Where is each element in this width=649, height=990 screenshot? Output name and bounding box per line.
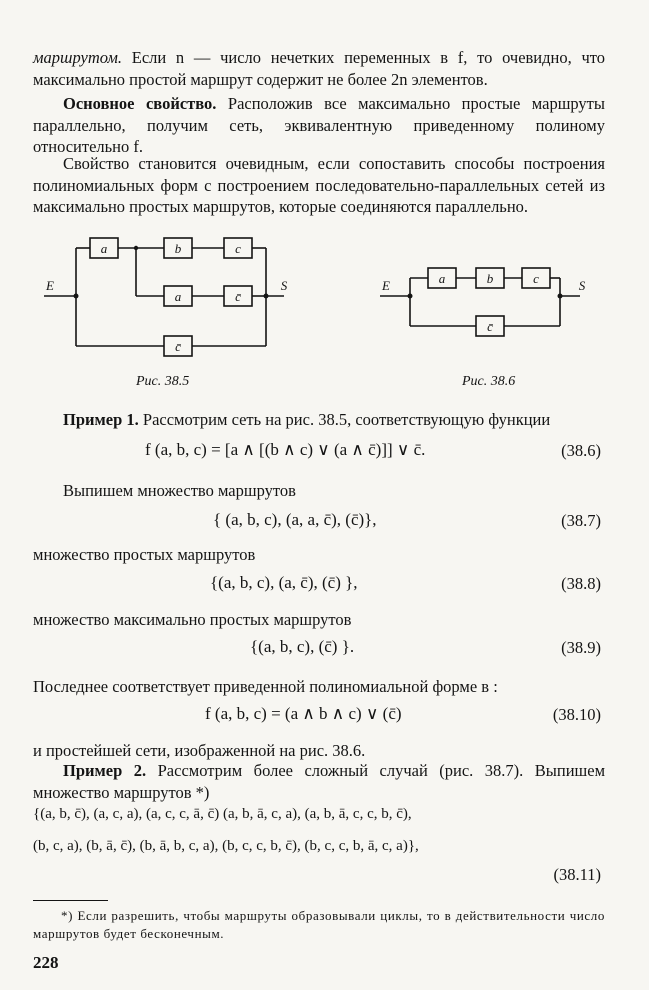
paragraph-property-explained: Свойство становится очевидным, если сопоставить способы построения полиномиальных форм с построением последовательно-параллельных сетей из максимально простых маршрутов, которые соединяются параллельно.: [33, 154, 605, 216]
paragraph-polynomial-form: Последнее соответствует приведенной полиномиальной форме в :: [33, 677, 498, 696]
fig1-block-a: a: [100, 241, 108, 256]
fig2-block-c: c: [533, 271, 539, 286]
equation-38-10: f (a, b, c) = (a ∧ b ∧ c) ∨ (c̄): [205, 704, 402, 723]
paragraph-intro-lead: маршрутом.: [33, 48, 123, 67]
page-number: 228: [33, 953, 59, 972]
fig1-block-c: c: [235, 241, 241, 256]
fig2-end-label: S: [578, 278, 586, 293]
example-1-heading: Пример 1.: [63, 410, 139, 429]
fig1-start-label: E: [46, 278, 54, 293]
figure-38-5-network: [44, 228, 294, 368]
paragraph-intro: [33, 47, 605, 90]
main-property-heading: Основное свойство.: [63, 94, 217, 113]
equation-38-9: {(a, b, c), (c̄) }.: [250, 637, 355, 656]
fig2-block-cbar: c̄: [487, 319, 493, 334]
paragraph-example-2: [33, 760, 605, 803]
equation-38-9-number: (38.9): [561, 638, 601, 657]
equation-38-7: { (a, b, c), (a, a, c̄), (c̄)},: [213, 510, 377, 529]
equation-38-7-number: (38.7): [561, 511, 601, 530]
footnote-divider: [33, 900, 108, 901]
figure-38-6-caption: Рис. 38.6: [462, 374, 516, 389]
fig1-block-b: b: [174, 241, 182, 256]
equation-38-6: f (a, b, c) = [a ∧ [(b ∧ c) ∨ (a ∧ c̄)]] ∨ c̄.: [145, 440, 426, 459]
fig1-block-cbar: c̄: [235, 289, 241, 304]
fig2-block-a: a: [438, 271, 446, 286]
equation-38-8-number: (38.8): [561, 574, 601, 593]
fig2-start-label: E: [382, 278, 390, 293]
paragraph-simple-routes: множество простых маршрутов: [33, 545, 256, 564]
equation-38-11-line-2: (b, c, a), (b, ā, c̄), (b, ā, b, c, a), (b, c, c, b, c̄), (b, c, c, b, ā, c, a)},: [33, 838, 419, 854]
example-2-heading: Пример 2.: [63, 761, 147, 780]
fig1-block-cbar2: c̄: [175, 339, 181, 354]
equation-38-11-number: (38.11): [553, 865, 601, 884]
main-property-text: Расположив все максимально простые маршруты параллельно, получим сеть, эквивалентную приведенному полиному относительно f.: [33, 94, 605, 156]
equation-38-6-number: (38.6): [561, 441, 601, 460]
fig1-end-label: S: [280, 278, 288, 293]
fig2-block-b: b: [486, 271, 494, 286]
paragraph-simple-network: и простейшей сети, изображенной на рис. 38.6.: [33, 741, 366, 760]
footnote: *) Если разрешить, чтобы маршруты образовывали циклы, то в действительности число маршрутов будет бесконечным.: [33, 908, 605, 941]
figure-38-5-caption: Рис. 38.5: [136, 374, 190, 389]
paragraph-intro-text: Если n — число нечетких переменных в f, то очевидно, что максимально простой маршрут содержит не более 2n элементов.: [33, 48, 605, 89]
equation-38-11-line-1: {(a, b, c̄), (a, c, a), (a, c, c, ā, c̄) (a, b, ā, c, a), (a, b, ā, c, c, b, c̄),: [33, 806, 412, 822]
example-2-text: Рассмотрим более сложный случай (рис. 38.7). Выпишем множество маршрутов *): [33, 761, 606, 802]
paragraph-main-property: [33, 93, 605, 158]
fig1-block-a2: a: [174, 289, 182, 304]
figure-38-6-network: [380, 258, 595, 348]
paragraph-example-1: [33, 409, 605, 431]
equation-38-8: {(a, b, c), (a, c̄), (c̄) },: [210, 573, 358, 592]
paragraph-max-simple-routes: множество максимально простых маршрутов: [33, 610, 352, 629]
example-1-text: Рассмотрим сеть на рис. 38.5, соответствующую функции: [138, 410, 551, 429]
equation-38-10-number: (38.10): [552, 705, 601, 724]
paragraph-routes: Выпишем множество маршрутов: [63, 481, 296, 500]
